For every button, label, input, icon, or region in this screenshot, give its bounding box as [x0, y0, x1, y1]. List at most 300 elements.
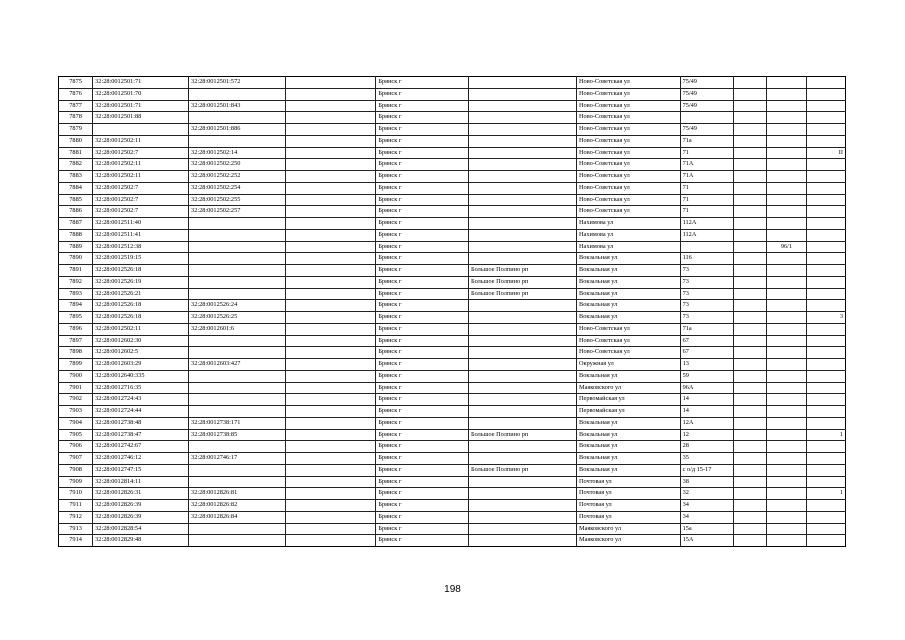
cell-street: Ново-Советская ул: [577, 100, 681, 112]
cell-house: 71: [680, 147, 733, 159]
cell-city: Брянск г: [376, 241, 469, 253]
cell-cadastral-number: 32:28:0012511:41: [93, 229, 189, 241]
cell-building: [733, 394, 766, 406]
cell-building: [733, 347, 766, 359]
cell-street: Ново-Советская ул: [577, 194, 681, 206]
cell-extra-col: [286, 429, 376, 441]
cell-house: 73: [680, 300, 733, 312]
cell-cadastral-number: 32:28:0012724:43: [93, 394, 189, 406]
table-row: [59, 253, 846, 265]
table-row: [59, 241, 846, 253]
cell-cadastral-number: 32:28:0012746:12: [93, 453, 189, 465]
cell-settlement: [468, 229, 576, 241]
cell-structure: [766, 441, 807, 453]
cell-extra-col: [286, 535, 376, 547]
cell-settlement: [468, 370, 576, 382]
table-row: [59, 488, 846, 500]
cell-parcel-number: 32:28:0012501:572: [189, 77, 286, 89]
cell-apartment: [807, 370, 846, 382]
cell-street: Вокзальная ул: [577, 441, 681, 453]
cell-city: Брянск г: [376, 335, 469, 347]
cell-building: [733, 135, 766, 147]
cell-structure: [766, 359, 807, 371]
cell-city: Брянск г: [376, 476, 469, 488]
cell-house: 71: [680, 206, 733, 218]
table-row: [59, 370, 846, 382]
cell-structure: [766, 300, 807, 312]
cell-building: [733, 265, 766, 277]
cell-settlement: Большое Полпино рп: [468, 265, 576, 277]
cell-street: Вокзальная ул: [577, 276, 681, 288]
table-row: [59, 312, 846, 324]
cell-street: Нахимова ул: [577, 229, 681, 241]
cell-house: 67: [680, 335, 733, 347]
cell-city: Брянск г: [376, 511, 469, 523]
cell-street: Первомайская ул: [577, 394, 681, 406]
cell-building: [733, 159, 766, 171]
table-row: [59, 206, 846, 218]
table-row: [59, 100, 846, 112]
cell-extra-col: [286, 77, 376, 89]
cell-cadastral-number: 32:28:0012747:15: [93, 464, 189, 476]
table-row: [59, 300, 846, 312]
cell-structure: [766, 182, 807, 194]
cell-city: Брянск г: [376, 112, 469, 124]
cell-settlement: Большое Полпино рп: [468, 429, 576, 441]
cell-street: Почтовая ул: [577, 500, 681, 512]
cell-settlement: [468, 476, 576, 488]
table-row: [59, 124, 846, 136]
cell-house: 59: [680, 370, 733, 382]
cell-building: [733, 77, 766, 89]
cell-house: 75/49: [680, 124, 733, 136]
cell-row-number: 7895: [59, 312, 93, 324]
cell-cadastral-number: 32:28:0012602:5: [93, 347, 189, 359]
cell-structure: [766, 335, 807, 347]
cell-parcel-number: [189, 241, 286, 253]
cell-apartment: [807, 382, 846, 394]
cell-cadastral-number: 32:28:0012640:335: [93, 370, 189, 382]
cell-extra-col: [286, 394, 376, 406]
cell-cadastral-number: 32:28:0012738:47: [93, 429, 189, 441]
cell-settlement: [468, 417, 576, 429]
cell-house: 71а: [680, 323, 733, 335]
cell-settlement: [468, 488, 576, 500]
cell-row-number: 7878: [59, 112, 93, 124]
cell-parcel-number: [189, 394, 286, 406]
cell-settlement: [468, 124, 576, 136]
cell-parcel-number: [189, 406, 286, 418]
cell-settlement: [468, 218, 576, 230]
cell-street: Ново-Советская ул: [577, 147, 681, 159]
cell-building: [733, 417, 766, 429]
cell-building: [733, 253, 766, 265]
cell-building: [733, 476, 766, 488]
cell-cadastral-number: 32:28:0012502:7: [93, 147, 189, 159]
cell-parcel-number: 32:28:0012603:427: [189, 359, 286, 371]
cell-settlement: [468, 523, 576, 535]
cell-street: Вокзальная ул: [577, 300, 681, 312]
cell-row-number: 7891: [59, 265, 93, 277]
cell-house: 73: [680, 265, 733, 277]
cell-cadastral-number: 32:28:0012602:30: [93, 335, 189, 347]
cell-parcel-number: 32:28:0012738:171: [189, 417, 286, 429]
cell-street: Ново-Советская ул: [577, 159, 681, 171]
cell-apartment: [807, 417, 846, 429]
cell-cadastral-number: 32:28:0012724:44: [93, 406, 189, 418]
cell-street: Первомайская ул: [577, 406, 681, 418]
cell-structure: [766, 429, 807, 441]
cell-building: [733, 429, 766, 441]
table-row: [59, 523, 846, 535]
cell-extra-col: [286, 476, 376, 488]
cell-row-number: 7902: [59, 394, 93, 406]
cell-extra-col: [286, 441, 376, 453]
cell-city: Брянск г: [376, 253, 469, 265]
cell-cadastral-number: 32:28:0012603:29: [93, 359, 189, 371]
cell-row-number: 7894: [59, 300, 93, 312]
cell-house: 14: [680, 406, 733, 418]
cell-structure: [766, 535, 807, 547]
cell-settlement: [468, 359, 576, 371]
cell-structure: [766, 406, 807, 418]
cell-building: [733, 382, 766, 394]
cell-extra-col: [286, 182, 376, 194]
cell-settlement: [468, 511, 576, 523]
cell-parcel-number: 32:28:0012502:252: [189, 171, 286, 183]
cell-cadastral-number: 32:28:0012502:11: [93, 159, 189, 171]
cell-extra-col: [286, 194, 376, 206]
cell-cadastral-number: 32:28:0012716:35: [93, 382, 189, 394]
cell-cadastral-number: 32:28:0012501:88: [93, 112, 189, 124]
cell-city: Брянск г: [376, 276, 469, 288]
cell-house: 32: [680, 488, 733, 500]
cell-apartment: [807, 194, 846, 206]
cell-settlement: [468, 323, 576, 335]
cell-extra-col: [286, 370, 376, 382]
cell-building: [733, 323, 766, 335]
cell-cadastral-number: 32:28:0012526:18: [93, 300, 189, 312]
cell-city: Брянск г: [376, 453, 469, 465]
cell-street: Ново-Советская ул: [577, 347, 681, 359]
cell-structure: [766, 464, 807, 476]
cell-row-number: 7912: [59, 511, 93, 523]
cell-house: 15А: [680, 535, 733, 547]
cell-settlement: [468, 500, 576, 512]
cell-cadastral-number: 32:28:0012826:39: [93, 500, 189, 512]
cell-parcel-number: 32:28:0012501:843: [189, 100, 286, 112]
cell-house: с о/д 15-17: [680, 464, 733, 476]
cell-apartment: 3: [807, 312, 846, 324]
cell-city: Брянск г: [376, 218, 469, 230]
cell-street: Окружная ул: [577, 359, 681, 371]
cell-apartment: [807, 464, 846, 476]
cell-cadastral-number: 32:28:0012742:67: [93, 441, 189, 453]
cell-city: Брянск г: [376, 429, 469, 441]
cell-structure: [766, 77, 807, 89]
cell-city: Брянск г: [376, 370, 469, 382]
cell-settlement: Большое Полпино рп: [468, 288, 576, 300]
cell-structure: [766, 135, 807, 147]
cell-house: 12: [680, 429, 733, 441]
cell-apartment: [807, 300, 846, 312]
cell-apartment: [807, 159, 846, 171]
cell-extra-col: [286, 488, 376, 500]
cell-city: Брянск г: [376, 382, 469, 394]
cell-building: [733, 218, 766, 230]
cell-parcel-number: [189, 229, 286, 241]
cell-parcel-number: [189, 382, 286, 394]
cell-apartment: [807, 511, 846, 523]
cell-parcel-number: [189, 535, 286, 547]
cell-cadastral-number: 32:28:0012738:48: [93, 417, 189, 429]
cell-parcel-number: 32:28:0012526:25: [189, 312, 286, 324]
cell-row-number: 7896: [59, 323, 93, 335]
cell-cadastral-number: 32:28:0012502:11: [93, 135, 189, 147]
table-row: [59, 265, 846, 277]
cell-apartment: [807, 500, 846, 512]
cell-parcel-number: 32:28:0012502:257: [189, 206, 286, 218]
cell-settlement: [468, 406, 576, 418]
cell-extra-col: [286, 312, 376, 324]
table-row: [59, 500, 846, 512]
cell-city: Брянск г: [376, 206, 469, 218]
cell-city: Брянск г: [376, 265, 469, 277]
cell-house: [680, 241, 733, 253]
cell-street: Почтовая ул: [577, 476, 681, 488]
cell-city: Брянск г: [376, 500, 469, 512]
cell-structure: [766, 417, 807, 429]
cell-extra-col: [286, 171, 376, 183]
cell-row-number: 7875: [59, 77, 93, 89]
table-row: [59, 429, 846, 441]
cell-cadastral-number: 32:28:0012501:70: [93, 88, 189, 100]
cell-row-number: 7904: [59, 417, 93, 429]
cell-structure: [766, 265, 807, 277]
cell-settlement: [468, 453, 576, 465]
cell-row-number: 7883: [59, 171, 93, 183]
page-number: 198: [444, 584, 461, 595]
cell-building: [733, 441, 766, 453]
cell-structure: [766, 159, 807, 171]
cell-city: Брянск г: [376, 135, 469, 147]
cell-city: Брянск г: [376, 194, 469, 206]
cell-cadastral-number: 32:28:0012526:18: [93, 312, 189, 324]
cell-structure: [766, 124, 807, 136]
cell-building: [733, 453, 766, 465]
cell-street: Ново-Советская ул: [577, 171, 681, 183]
cell-cadastral-number: 32:28:0012519:15: [93, 253, 189, 265]
cell-apartment: [807, 394, 846, 406]
cell-structure: [766, 253, 807, 265]
cell-row-number: 7886: [59, 206, 93, 218]
cell-apartment: [807, 265, 846, 277]
cell-apartment: [807, 535, 846, 547]
cell-parcel-number: 32:28:0012826:84: [189, 511, 286, 523]
cell-extra-col: [286, 253, 376, 265]
cell-row-number: 7880: [59, 135, 93, 147]
cell-apartment: [807, 347, 846, 359]
cell-structure: [766, 453, 807, 465]
table-row: [59, 464, 846, 476]
cell-street: Нахимова ул: [577, 241, 681, 253]
cell-house: 35: [680, 453, 733, 465]
table-row: [59, 417, 846, 429]
cell-parcel-number: [189, 523, 286, 535]
cell-house: 28: [680, 441, 733, 453]
cell-apartment: [807, 406, 846, 418]
cell-row-number: 7885: [59, 194, 93, 206]
cell-apartment: [807, 229, 846, 241]
cell-apartment: [807, 88, 846, 100]
cell-apartment: [807, 206, 846, 218]
cell-settlement: [468, 535, 576, 547]
cell-apartment: 1: [807, 429, 846, 441]
table-row: [59, 535, 846, 547]
cell-row-number: 7910: [59, 488, 93, 500]
cell-building: [733, 171, 766, 183]
table-row: [59, 359, 846, 371]
cell-city: Брянск г: [376, 535, 469, 547]
cell-extra-col: [286, 135, 376, 147]
cell-row-number: 7888: [59, 229, 93, 241]
cell-city: Брянск г: [376, 441, 469, 453]
cell-parcel-number: 32:28:0012501:886: [189, 124, 286, 136]
cell-apartment: 1: [807, 488, 846, 500]
table-row: [59, 182, 846, 194]
cell-apartment: [807, 453, 846, 465]
cell-house: 75/49: [680, 100, 733, 112]
cell-settlement: [468, 171, 576, 183]
cell-row-number: 7903: [59, 406, 93, 418]
cell-building: [733, 500, 766, 512]
cell-row-number: 7908: [59, 464, 93, 476]
cell-structure: [766, 288, 807, 300]
cell-house: 13: [680, 359, 733, 371]
cell-parcel-number: 32:28:0012526:24: [189, 300, 286, 312]
cell-structure: [766, 394, 807, 406]
cell-city: Брянск г: [376, 394, 469, 406]
table-row: [59, 88, 846, 100]
cell-city: Брянск г: [376, 182, 469, 194]
cell-settlement: [468, 394, 576, 406]
cell-apartment: [807, 359, 846, 371]
table-row: [59, 194, 846, 206]
cell-structure: [766, 276, 807, 288]
cell-settlement: Большое Полпино рп: [468, 276, 576, 288]
cell-street: Ново-Советская ул: [577, 88, 681, 100]
cell-structure: [766, 218, 807, 230]
cell-cadastral-number: 32:28:0012526:21: [93, 288, 189, 300]
cell-extra-col: [286, 511, 376, 523]
cell-row-number: 7876: [59, 88, 93, 100]
cell-structure: [766, 488, 807, 500]
table-row: [59, 135, 846, 147]
cell-parcel-number: [189, 370, 286, 382]
cell-structure: [766, 229, 807, 241]
cell-street: Ново-Советская ул: [577, 124, 681, 136]
cell-building: [733, 194, 766, 206]
cell-apartment: [807, 335, 846, 347]
cell-city: Брянск г: [376, 347, 469, 359]
table-row: [59, 77, 846, 89]
cell-city: Брянск г: [376, 323, 469, 335]
cell-city: Брянск г: [376, 488, 469, 500]
cell-row-number: 7879: [59, 124, 93, 136]
cell-street: Вокзальная ул: [577, 464, 681, 476]
cell-row-number: 7893: [59, 288, 93, 300]
cell-apartment: [807, 171, 846, 183]
cell-parcel-number: 32:28:0012502:250: [189, 159, 286, 171]
cell-apartment: [807, 77, 846, 89]
cell-settlement: [468, 194, 576, 206]
cell-row-number: 7892: [59, 276, 93, 288]
cell-extra-col: [286, 88, 376, 100]
cell-settlement: [468, 182, 576, 194]
cell-structure: [766, 171, 807, 183]
cell-house: 71А: [680, 159, 733, 171]
cell-extra-col: [286, 241, 376, 253]
cell-city: Брянск г: [376, 288, 469, 300]
table-row: [59, 147, 846, 159]
cell-house: 71а: [680, 135, 733, 147]
cell-street: Вокзальная ул: [577, 253, 681, 265]
cell-street: Ново-Советская ул: [577, 323, 681, 335]
cell-city: Брянск г: [376, 100, 469, 112]
cell-street: Нахимова ул: [577, 218, 681, 230]
cell-city: Брянск г: [376, 312, 469, 324]
cell-parcel-number: 32:28:0012601:6: [189, 323, 286, 335]
table-row: [59, 382, 846, 394]
table-row: [59, 347, 846, 359]
cell-settlement: [468, 135, 576, 147]
cell-apartment: [807, 276, 846, 288]
cell-row-number: 7884: [59, 182, 93, 194]
cell-house: 116: [680, 253, 733, 265]
cell-extra-col: [286, 218, 376, 230]
cell-street: Почтовая ул: [577, 488, 681, 500]
cell-cadastral-number: 32:28:0012829:48: [93, 535, 189, 547]
cell-settlement: [468, 206, 576, 218]
cell-extra-col: [286, 359, 376, 371]
cell-parcel-number: 32:28:0012738:85: [189, 429, 286, 441]
cell-building: [733, 88, 766, 100]
cell-extra-col: [286, 523, 376, 535]
cell-street: Вокзальная ул: [577, 370, 681, 382]
table-row: [59, 112, 846, 124]
cell-street: Ново-Советская ул: [577, 182, 681, 194]
cell-building: [733, 229, 766, 241]
cell-parcel-number: [189, 112, 286, 124]
cell-settlement: Большое Полпино рп: [468, 464, 576, 476]
cell-settlement: [468, 335, 576, 347]
cell-structure: [766, 382, 807, 394]
cell-structure: [766, 194, 807, 206]
table-row: [59, 476, 846, 488]
cell-cadastral-number: 32:28:0012828:54: [93, 523, 189, 535]
cell-settlement: [468, 88, 576, 100]
cell-cadastral-number: 32:28:0012511:40: [93, 218, 189, 230]
cell-building: [733, 124, 766, 136]
cell-city: Брянск г: [376, 77, 469, 89]
cell-house: 71: [680, 182, 733, 194]
cell-row-number: 7890: [59, 253, 93, 265]
cell-row-number: 7881: [59, 147, 93, 159]
cell-structure: [766, 206, 807, 218]
table-row: [59, 218, 846, 230]
cell-cadastral-number: 32:28:0012502:7: [93, 194, 189, 206]
cell-extra-col: [286, 100, 376, 112]
